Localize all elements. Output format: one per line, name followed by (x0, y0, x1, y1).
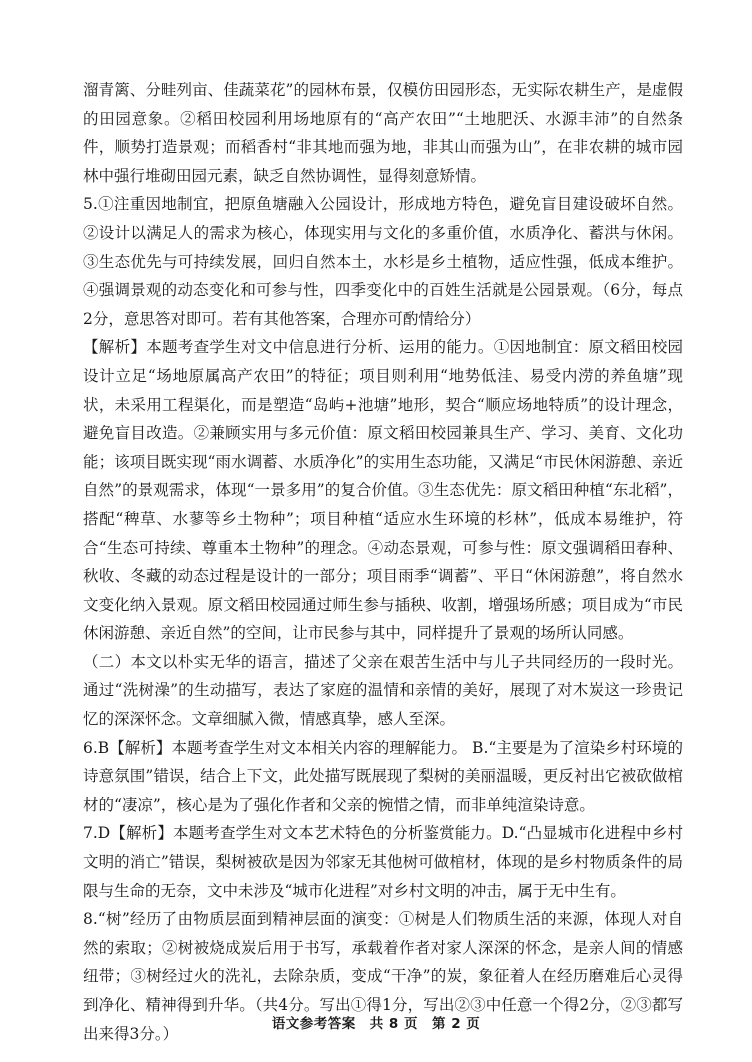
paragraph-q7-answer: 7.D【解析】本题考查学生对文本艺术特色的分析鉴赏能力。D.“凸显城市化进程中乡村文明的消亡”错误，梨树被砍是因为邻家无其他树可做棺材，体现的是乡村物质条件的局限与生命的无奈，文中未涉及“城市化进程”对乡村文明的冲击，属于无中生有。 (83, 824, 683, 900)
page-footer: 语文参考答案 共 8 页 第 2 页 (271, 1016, 481, 1032)
paragraph-q6-answer: 6.B【解析】本题考查学生对文本相关内容的理解能力。 B.“主要是为了渲染乡村环境的诗意氛围”错误，结合上下文，此处描写既展现了梨树的美丽温暖，更反衬出它被砍做棺材的“凄凉”，核心是为了强化作者和父亲的惋惜之情，而非单纯渲染诗意。 (83, 738, 683, 814)
paragraph-q5-answer: 5.①注重因地制宜，把原鱼塘融入公园设计，形成地方特色，避免盲目建设破坏自然。②设计以满足人的需求为核心，体现实用与文化的多重价值，水质净化、蓄洪与休闲。③生态优先与可持续发展，回归自然本土，水杉是乡土植物，适应性强，低成本维护。④强调景观的动态变化和可参与性，四季变化中的百姓生活就是公园景观。（6分，每点2分，意思答对即可。若有其他答案，合理亦可酌情给分） (83, 195, 683, 328)
paragraph-q4-continuation: 溜青篱、分畦列亩、佳蔬菜花”的园林布景，仅模仿田园形态，无实际农耕生产，是虚假的田园意象。②稻田校园利用场地原有的“高产农田”“土地肥沃、水源丰沛”的自然条件，顺势打造景观；而稻香村“非其地而强为地，非其山而强为山”，在非农耕的城市园林中强行堆砌田园元素，缺乏自然协调性，显得刻意矫情。 (83, 81, 683, 185)
paragraph-section-two-summary: （二）本文以朴实无华的语言，描述了父亲在艰苦生活中与儿子共同经历的一段时光。通过“洗树澡”的生动描写，表达了家庭的温情和亲情的美好，展现了对木炭这一珍贵记忆的深深怀念。文章细腻入微，情感真挚，感人至深。 (83, 652, 683, 729)
paragraph-q5-analysis: 【解析】本题考查学生对文中信息进行分析、运用的能力。①因地制宜：原文稻田校园设计立足“场地原属高产农田”的特征；项目则利用“地势低洼、易受内涝的养鱼塘”现状，未采用工程渠化，而是塑造“岛屿+池塘”地形，契合“顺应场地特质”的设计理念，避免盲目改造。②兼顾实用与多元价值：原文稻田校园兼具生产、学习、美育、文化功能；该项目既实现“雨水调蓄、水质净化”的实用生态功能，又满足“市民休闲游憩、亲近自然”的景观需求，体现“一景多用”的复合价值。③生态优先：原文稻田种植“东北稻”，搭配“稗草、水蓼等乡土物种”；项目种植“适应水生环境的杉林”，低成本易维护，符合“生态可持续、尊重本土物种”的理念。④动态景观，可参与性：原文强调稻田春种、秋收、冬藏的动态过程是设计的一部分；项目雨季“调蓄”、平日“休闲游憩”，将自然水文变化纳入景观。原文稻田校园通过师生参与插秧、收割，增强场所感；项目成为“市民休闲游憩、亲近自然”的空间，让市民参与其中，同样提升了景观的场所认同感。 (83, 338, 683, 643)
answer-page-body (83, 76, 683, 1048)
paragraph-q8-answer: 8.“树”经历了由物质层面到精神层面的演变：①树是人们物质生活的来源，体现人对自然的索取；②树被烧成炭后用于书写，承载着作者对家人深深的怀念，是亲人间的情感纽带；③树经过火的洗礼，去除杂质，变成“干净”的炭，象征着人在经历磨难后心灵得到净化、精神得到升华。（共4分。写出①得1分，写出②③中任意一个得2分，②③都写出来得3分。） (83, 910, 683, 1043)
